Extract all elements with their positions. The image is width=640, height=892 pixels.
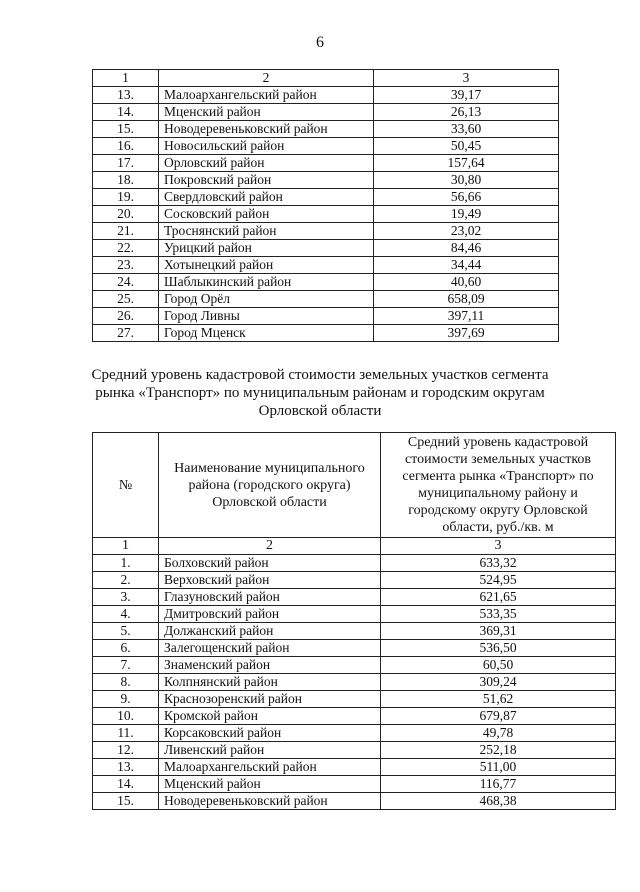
district-name: Урицкий район: [159, 240, 374, 257]
row-number: 15.: [93, 121, 159, 138]
table-row: [93, 325, 559, 342]
district-name: Кромской район: [159, 708, 381, 725]
cost-value: 679,87: [381, 708, 616, 725]
table-row: [93, 793, 616, 810]
row-number: 5.: [93, 623, 159, 640]
district-name: Знаменский район: [159, 657, 381, 674]
row-number: 25.: [93, 291, 159, 308]
column-header-district: Наименование муниципального района (городского округа) Орловской области: [159, 433, 381, 538]
column-header-cost: Средний уровень кадастровой стоимости земельных участков сегмента рынка «Транспорт» по муниципальному району и городскому округу Орловской области, руб./кв. м: [381, 433, 616, 538]
district-name: Шаблыкинский район: [159, 274, 374, 291]
table-row: [93, 725, 616, 742]
district-name: Сосковский район: [159, 206, 374, 223]
cost-value: 30,80: [374, 172, 559, 189]
district-name: Мценский район: [159, 776, 381, 793]
cost-value: 116,77: [381, 776, 616, 793]
column-number-3: 3: [381, 538, 616, 555]
cost-value: 633,32: [381, 555, 616, 572]
district-name: Новодеревеньковский район: [159, 121, 374, 138]
table-row: [93, 308, 559, 325]
row-number: 19.: [93, 189, 159, 206]
table-row: [93, 223, 559, 240]
cost-value: 40,60: [374, 274, 559, 291]
cost-value: 468,38: [381, 793, 616, 810]
table-row: [93, 257, 559, 274]
row-number: 14.: [93, 104, 159, 121]
table-row: [93, 572, 616, 589]
transport-segment-table: [92, 432, 616, 810]
table-row: [93, 657, 616, 674]
cost-value: 536,50: [381, 640, 616, 657]
table-row: [93, 189, 559, 206]
table-row: [93, 640, 616, 657]
cost-value: 56,66: [374, 189, 559, 206]
column-number-2: 2: [159, 538, 381, 555]
table-row: [93, 121, 559, 138]
row-number: 3.: [93, 589, 159, 606]
cost-value: 621,65: [381, 589, 616, 606]
table-row: [93, 291, 559, 308]
table-row: [93, 589, 616, 606]
district-name: Орловский район: [159, 155, 374, 172]
row-number: 24.: [93, 274, 159, 291]
district-name: Дмитровский район: [159, 606, 381, 623]
table-row: [93, 155, 559, 172]
table-row: [93, 87, 559, 104]
column-numbering-row: [93, 538, 616, 555]
row-number: 11.: [93, 725, 159, 742]
row-number: 10.: [93, 708, 159, 725]
row-number: 14.: [93, 776, 159, 793]
row-number: 18.: [93, 172, 159, 189]
column-number-1: 1: [93, 70, 159, 87]
cost-value: 397,69: [374, 325, 559, 342]
table-body: [93, 555, 616, 810]
district-name: Краснозоренский район: [159, 691, 381, 708]
cost-value: 33,60: [374, 121, 559, 138]
table-row: [93, 759, 616, 776]
column-number-3: 3: [374, 70, 559, 87]
row-number: 6.: [93, 640, 159, 657]
row-number: 2.: [93, 572, 159, 589]
row-number: 16.: [93, 138, 159, 155]
row-number: 15.: [93, 793, 159, 810]
district-name: Троснянский район: [159, 223, 374, 240]
cost-value: 34,44: [374, 257, 559, 274]
row-number: 23.: [93, 257, 159, 274]
table-row: [93, 606, 616, 623]
table-row: [93, 691, 616, 708]
cost-value: 524,95: [381, 572, 616, 589]
table-header-row: [93, 433, 616, 538]
cost-value: 533,35: [381, 606, 616, 623]
district-name: Малоархангельский район: [159, 759, 381, 776]
section-title: Средний уровень кадастровой стоимости земельных участков сегмента рынка «Транспорт» по муниципальным районам и городским округам Орловской области: [91, 367, 549, 419]
row-number: 20.: [93, 206, 159, 223]
table-header-row: [93, 70, 559, 87]
district-name: Мценский район: [159, 104, 374, 121]
table-body: [93, 87, 559, 342]
cost-value: 157,64: [374, 155, 559, 172]
row-number: 27.: [93, 325, 159, 342]
cost-value: 23,02: [374, 223, 559, 240]
cost-value: 39,17: [374, 87, 559, 104]
cost-value: 60,50: [381, 657, 616, 674]
cost-value: 19,49: [374, 206, 559, 223]
district-name: Болховский район: [159, 555, 381, 572]
column-number-1: 1: [93, 538, 159, 555]
district-name: Малоархангельский район: [159, 87, 374, 104]
district-name: Хотынецкий район: [159, 257, 374, 274]
district-name: Покровский район: [159, 172, 374, 189]
cost-value: 369,31: [381, 623, 616, 640]
cost-value: 658,09: [374, 291, 559, 308]
table-row: [93, 172, 559, 189]
cost-value: 51,62: [381, 691, 616, 708]
district-name: Верховский район: [159, 572, 381, 589]
cost-value: 511,00: [381, 759, 616, 776]
cost-value: 49,78: [381, 725, 616, 742]
table-row: [93, 274, 559, 291]
table-row: [93, 776, 616, 793]
district-name: Залегощенский район: [159, 640, 381, 657]
table-row: [93, 674, 616, 691]
table-row: [93, 206, 559, 223]
cost-value: 50,45: [374, 138, 559, 155]
table-row: [93, 623, 616, 640]
district-name: Свердловский район: [159, 189, 374, 206]
row-number: 13.: [93, 87, 159, 104]
cost-value: 26,13: [374, 104, 559, 121]
cost-value: 252,18: [381, 742, 616, 759]
row-number: 26.: [93, 308, 159, 325]
table-row: [93, 708, 616, 725]
cadastral-table-continued: [92, 69, 559, 342]
row-number: 22.: [93, 240, 159, 257]
table-row: [93, 742, 616, 759]
district-name: Колпнянский район: [159, 674, 381, 691]
table-row: [93, 104, 559, 121]
district-name: Город Ливны: [159, 308, 374, 325]
district-name: Корсаковский район: [159, 725, 381, 742]
row-number: 12.: [93, 742, 159, 759]
district-name: Новосильский район: [159, 138, 374, 155]
district-name: Город Мценск: [159, 325, 374, 342]
row-number: 17.: [93, 155, 159, 172]
table-row: [93, 555, 616, 572]
district-name: Должанский район: [159, 623, 381, 640]
page-number: 6: [316, 34, 324, 51]
row-number: 13.: [93, 759, 159, 776]
table-row: [93, 138, 559, 155]
row-number: 1.: [93, 555, 159, 572]
row-number: 4.: [93, 606, 159, 623]
cost-value: 309,24: [381, 674, 616, 691]
table-row: [93, 240, 559, 257]
cost-value: 397,11: [374, 308, 559, 325]
row-number: 8.: [93, 674, 159, 691]
row-number: 21.: [93, 223, 159, 240]
column-header-number: №: [93, 433, 159, 538]
cost-value: 84,46: [374, 240, 559, 257]
district-name: Город Орёл: [159, 291, 374, 308]
row-number: 9.: [93, 691, 159, 708]
row-number: 7.: [93, 657, 159, 674]
district-name: Глазуновский район: [159, 589, 381, 606]
column-number-2: 2: [159, 70, 374, 87]
district-name: Ливенский район: [159, 742, 381, 759]
district-name: Новодеревеньковский район: [159, 793, 381, 810]
